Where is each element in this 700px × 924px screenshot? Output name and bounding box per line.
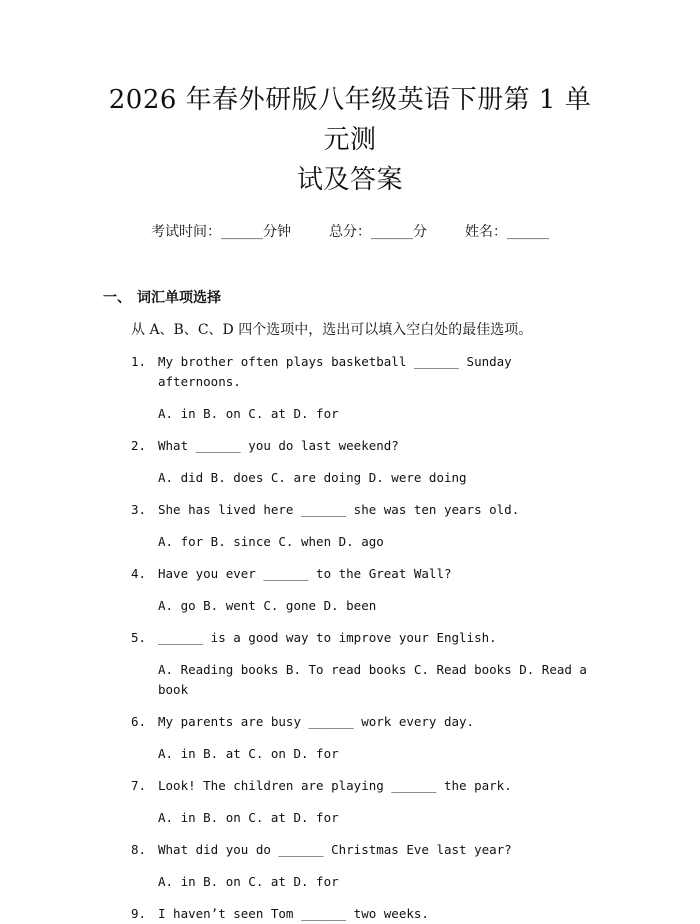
- question-number: 7.: [131, 778, 147, 793]
- student-name: 姓名：______: [465, 224, 549, 240]
- question-text: I haven’t seen Tom ______ two weeks.: [158, 906, 429, 921]
- question-options: A. did B. does C. are doing D. were doing: [158, 470, 467, 485]
- question-text: What did you do ______ Christmas Eve last year?: [158, 842, 512, 857]
- question-item: [100, 436, 600, 488]
- title-line-1: 2026 年春外研版八年级英语下册第 1 单元测: [108, 85, 592, 155]
- question-item: [100, 904, 600, 924]
- question-text: Look! The children are playing ______ the park.: [158, 778, 512, 793]
- question-number: 8.: [131, 842, 147, 857]
- question-number: 2.: [131, 438, 147, 453]
- question-options: A. go B. went C. gone D. been: [158, 598, 377, 613]
- question-options: A. in B. on C. at D. for: [158, 810, 339, 825]
- question-number: 6.: [131, 714, 147, 729]
- section-instruction: 从 A、B、C、D 四个选项中，选出可以填入空白处的最佳选项。: [131, 322, 533, 338]
- total-score: 总分：______分: [329, 224, 427, 240]
- question-number: 4.: [131, 566, 147, 581]
- title-line-2: 试及答案: [296, 165, 403, 195]
- document-title: [100, 80, 600, 200]
- question-item: [100, 776, 600, 828]
- question-list: [100, 352, 600, 924]
- question-text: What ______ you do last weekend?: [158, 438, 399, 453]
- exam-meta: [100, 222, 600, 242]
- section-number: 一、: [103, 290, 131, 306]
- question-item: [100, 564, 600, 616]
- question-text: ______ is a good way to improve your English.: [158, 630, 497, 645]
- question-number: 9.: [131, 906, 147, 921]
- question-text: My brother often plays basketball ______ Sunday afternoons.: [158, 354, 512, 389]
- section-title: 词汇单项选择: [137, 290, 221, 306]
- question-options: A. Reading books B. To read books C. Read books D. Read a book: [158, 662, 587, 697]
- question-number: 1.: [131, 354, 147, 369]
- question-text: My parents are busy ______ work every day.: [158, 714, 475, 729]
- question-item: [100, 712, 600, 764]
- question-options: A. in B. on C. at D. for: [158, 874, 339, 889]
- question-item: [100, 628, 600, 700]
- question-number: 3.: [131, 502, 147, 517]
- question-item: [100, 500, 600, 552]
- section-heading: [103, 288, 600, 308]
- question-item: [100, 352, 600, 424]
- question-text: Have you ever ______ to the Great Wall?: [158, 566, 452, 581]
- question-number: 5.: [131, 630, 147, 645]
- question-options: A. for B. since C. when D. ago: [158, 534, 384, 549]
- question-item: [100, 840, 600, 892]
- question-text: She has lived here ______ she was ten years old.: [158, 502, 520, 517]
- exam-time: 考试时间：______分钟: [151, 224, 291, 240]
- question-options: A. in B. on C. at D. for: [158, 406, 339, 421]
- question-options: A. in B. at C. on D. for: [158, 746, 339, 761]
